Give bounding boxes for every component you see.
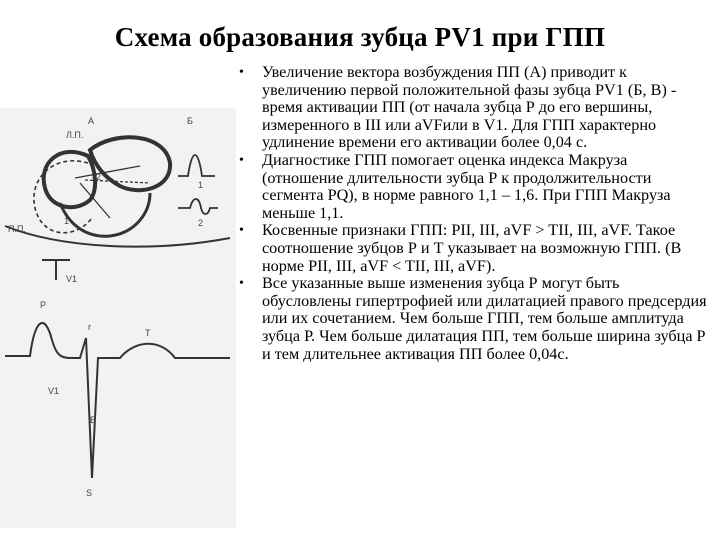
bullet-item	[237, 222, 707, 275]
bullet-item	[237, 275, 707, 363]
label-two-wave: 2	[198, 218, 204, 228]
bullet-item	[237, 64, 707, 152]
bullet-item	[237, 152, 707, 222]
bullet-text: Косвенные признаки ГПП: PII, III, aVF > TII, III, aVF. Такое соотношение зубцов Р и Т указывает на возможную ГПП. (В норме PII, III, aVF < TII, III, aVF).	[262, 221, 682, 275]
label-s: S	[86, 488, 93, 498]
p-wave-1	[178, 155, 215, 176]
bullet-marker: •	[239, 152, 244, 168]
bullet-text: Все указанные выше изменения зубца Р могут быть обусловлены гипертрофией или дилатацией правого предсердия или их сочетанием. Чем больше ГПП, тем больше амплитуда зубца Р. Чем больше дилатация ПП, тем больше ширина зубца Р и тем длительнее активация ПП более 0,04с.	[262, 274, 707, 363]
bullet-marker: •	[239, 223, 244, 239]
label-one-diagram: 1	[64, 216, 70, 226]
bullet-list	[237, 64, 707, 363]
label-a: А	[88, 116, 95, 126]
label-b: Б	[187, 116, 193, 126]
chest-line	[5, 226, 230, 247]
p-wave-2	[178, 199, 218, 214]
p-wave-diagram	[0, 108, 236, 528]
label-v1-top: V1	[66, 274, 78, 284]
bullet-text: Диагностике ГПП помогает оценка индекса Макруза (отношение длительности зубца Р к продолжительности сегмента PQ), в норме равного 1,1 – 1,6. При ГПП Макруза меньше 1,1.	[262, 150, 671, 222]
slide-title: Схема образования зубца PV1 при ГПП	[114, 22, 606, 52]
bullet-text: Увеличение вектора возбуждения ПП (А) приводит к увеличению первой положительной фазы зубца PV1 (Б, В) - время активации ПП (от начала зубца Р до его вершины, измеренного в III или aVFили в V1. Для ГПП характерно удлинение времени его активации более 0,04 с.	[262, 63, 677, 152]
bullet-marker: •	[239, 65, 244, 80]
bullet-marker: •	[239, 276, 244, 292]
p-wave-diagram-svg	[0, 108, 236, 528]
label-pp: П.П.	[8, 224, 26, 234]
label-p: P	[40, 300, 47, 310]
label-v1-bottom: V1	[48, 386, 60, 396]
label-v: В	[90, 415, 97, 425]
ecg-waveform	[5, 323, 230, 478]
atria-drawing	[5, 137, 230, 246]
label-two-diagram: 2	[96, 172, 102, 182]
label-lp: Л.П.	[66, 130, 84, 140]
ventricle-outline	[60, 193, 150, 236]
label-one-wave: 1	[198, 180, 204, 190]
ecg-trace	[5, 323, 230, 478]
label-r: r	[88, 322, 91, 332]
label-t: T	[145, 328, 151, 338]
